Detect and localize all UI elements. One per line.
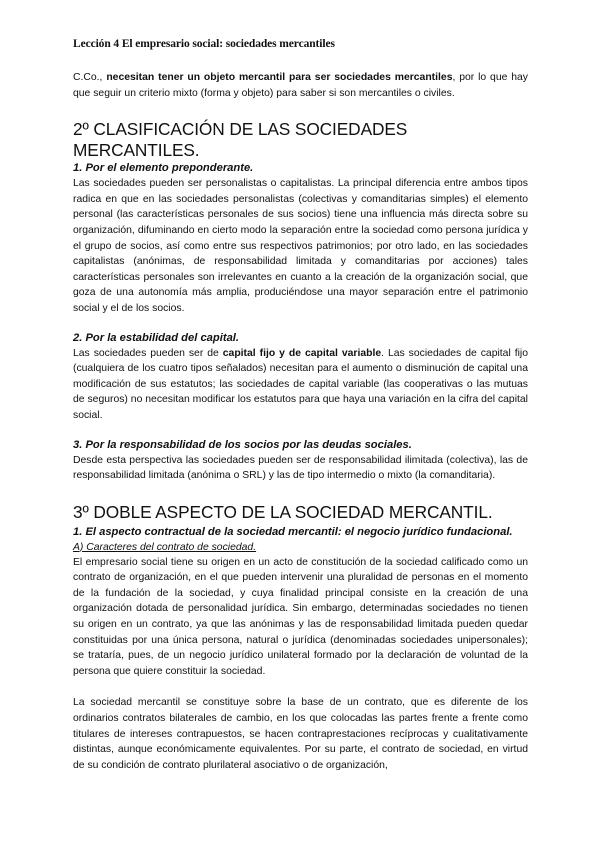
sub2-rest: . Las sociedades de capital fijo (cualquiera de los cuatro tipos señalados) necesitan para el aumento o disminución de capital una modificación de sus estatutos; las sociedades de capital variable (las cooperativas o las mutuas de seguros) no necesitan modificar los estatutos para que haya una variación en la cifra del capital social. — [73, 347, 528, 421]
section-2-sub2-paragraph — [73, 346, 528, 424]
section-2-sub2-heading: 2. Por la estabilidad del capital. — [73, 331, 240, 344]
intro-rest: , por lo que hay que seguir un criterio mixto (forma y objeto) para saber si son mercantiles o civiles. — [73, 72, 528, 99]
intro-prefix: C.Co., — [73, 72, 107, 83]
page-header: Lección 4 El empresario social: sociedades mercantiles — [73, 38, 335, 50]
section-3-subheading-a: A) Caracteres del contrato de sociedad. — [73, 541, 257, 553]
section-3-paragraph-b: La sociedad mercantil se constituye sobre la base de un contrato, que es diferente de los ordinarios contratos bilaterales de cambio, en los que colocadas las partes frente a frente como titulares de intereses contrapuestos, se hacen contraprestaciones recíprocas y cualitativamente distintas, aunque económicamente equivalentes. Por su parte, el contrato de sociedad, en virtud de su condición de contrato plurilateral asociativo o de organización, — [73, 697, 528, 771]
section-2-sub3-paragraph: Desde esta perspectiva las sociedades pueden ser de responsabilidad ilimitada (colectiva), las de responsabilidad limitada (anónima o SRL) y las de tipo intermedio o mixto (la comanditaria). — [73, 454, 528, 482]
section-2-sub1-heading: 1. Por el elemento preponderante. — [73, 162, 254, 175]
sub2-bold: capital fijo y de capital variable — [222, 347, 382, 359]
document-body — [73, 70, 528, 773]
section-2-sub3-heading: 3. Por la responsabilidad de los socios por las deudas sociales. — [73, 438, 412, 451]
intro-paragraph — [73, 70, 528, 101]
section-2-title: 2º CLASIFICACIÓN DE LAS SOCIEDADES MERCANTILES. — [73, 119, 408, 161]
intro-bold: necesitan tener un objeto mercantil para ser sociedades mercantiles — [106, 72, 453, 83]
section-3-sub1-heading: 1. El aspecto contractual de la sociedad mercantil: el negocio jurídico fundacional. — [73, 525, 513, 538]
section-3-title: 3º DOBLE ASPECTO DE LA SOCIEDAD MERCANTIL. — [73, 501, 493, 522]
section-2-sub1-paragraph: Las sociedades pueden ser personalistas o capitalistas. La principal diferencia entre ambos tipos radica en que en las sociedades personalistas (colectivas y comanditarias simples) el elemento personal (las características personales de sus socios) tiene una influencia más directa sobre su organización, difuminando en cierto modo la separación entre la sociedad como persona jurídica y el grupo de socios, así como entre sus respectivos patrimonios; por otro lado, en las sociedades capitalistas (anónimas, de responsabilidad limitada y comanditarias por acciones) tales características personales son irrelevantes en cuanto a la creación de la organización social, que goza de una autonomía más amplia, produciéndose una mayor separación entre el patrimonio social y el de los socios. — [73, 178, 528, 314]
section-3-paragraph-a: El empresario social tiene su origen en un acto de constitución de la sociedad calificado como un contrato de organización, en el que pueden intervenir una pluralidad de personas en el momento de la fundación de la sociedad, y cuya finalidad principal consiste en la creación de una organización dotada de personalidad jurídica. Sin embargo, determinadas sociedades no tienen su origen en un contrato, ya que las anónimas y las de responsabilidad limitada pueden quedar constituidas por una única persona, natural o jurídica (denominadas sociedades unipersonales); se trataría, pues, de un negocio jurídico unilateral formado por la declaración de voluntad de la persona que quiere constituir la sociedad. — [73, 556, 528, 677]
sub2-prefix: Las sociedades pueden ser de — [73, 347, 223, 359]
